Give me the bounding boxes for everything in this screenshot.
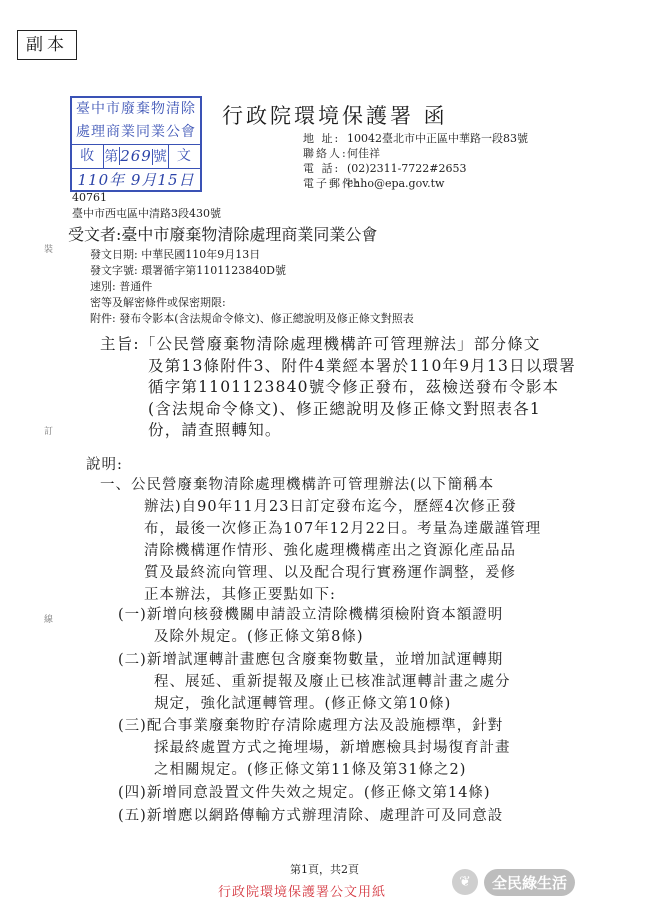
binding-mark-xian: 線: [44, 615, 54, 625]
point-line: 之相關規定。(修正條文第11條及第31條之2): [154, 762, 467, 778]
watermark-text: 全民綠生活: [484, 869, 575, 896]
copy-label: 副本: [17, 30, 77, 60]
stamp-line-1: 臺中市廢棄物清除: [76, 101, 196, 117]
watermark: [452, 866, 575, 898]
item-1-line: 布，最後一次修正為107年12月22日。考量為達嚴謹管理: [144, 521, 542, 537]
item-1-line: 質及最終流向管理、以及配合現行實務運作調整，爰修: [144, 565, 516, 581]
leaf-icon: ❦: [452, 869, 478, 895]
point-line: (五)新增應以網路傳輸方式辦理清除、處理許可及同意設: [118, 808, 504, 824]
point-line: (三)配合事業廢棄物貯存清除處理方法及設施標準，針對: [118, 718, 504, 734]
contact-phone: 電 話: (02)2311-7722#2653: [303, 162, 467, 175]
issue-number: 發文字號: 環署循字第1101123840D號: [90, 264, 287, 277]
attachment: 附件: 發布令影本(含法規命令條文)、修正總說明及修正條文對照表: [90, 312, 414, 325]
recipient: 受文者:臺中市廢棄物清除處理商業同業公會: [68, 225, 378, 244]
stamp-recv: 收: [80, 148, 96, 164]
receipt-stamp: [70, 96, 202, 192]
recipient-address: 臺中市西屯區中清路3段430號: [72, 207, 221, 220]
point-line: 程、展延、重新提報及廢止已核准試運轉計畫之處分: [154, 674, 511, 690]
stamp-wen: 文: [168, 145, 200, 168]
explanation-label: 說明:: [86, 457, 123, 473]
point-line: 規定，強化試運轉管理。(修正條文第10條): [154, 696, 452, 712]
agency-title: 行政院環境保護署 函: [222, 104, 448, 128]
binding-mark-zhuang: 裝: [44, 245, 54, 255]
subject-line: 份，請查照轉知。: [148, 421, 282, 439]
issue-date: 發文日期: 中華民國110年9月13日: [90, 248, 261, 261]
item-1-line: 一、公民營廢棄物清除處理機構許可管理辦法(以下簡稱本: [100, 477, 495, 493]
stamp-date: 110年 9月15日: [77, 171, 195, 189]
binding-mark-ding: 訂: [44, 427, 54, 437]
point-line: 及除外規定。(修正條文第8條): [154, 629, 364, 645]
secrecy: 密等及解密條件或保密期限:: [90, 296, 226, 309]
page-number: 第1頁，共2頁: [290, 863, 359, 876]
stamp-number: 269: [120, 147, 152, 165]
speed: 速別: 普通件: [90, 280, 153, 293]
contact-email: 電子郵件:chho@epa.gov.tw: [303, 177, 445, 190]
subject-line: 主旨:「公民營廢棄物清除處理機構許可管理辦法」部分條文: [100, 335, 541, 353]
subject-line: 循字第1101123840號令修正發布，茲檢送發布令影本: [148, 378, 560, 396]
contact-address: 地 址: 10042臺北市中正區中華路一段83號: [303, 132, 528, 145]
agency-paper-name: 行政院環境保護署公文用紙: [218, 885, 387, 900]
point-line: (四)新增同意設置文件失效之規定。(修正條文第14條): [118, 785, 491, 801]
postal-code: 40761: [72, 191, 107, 204]
stamp-line-2: 處理商業同業公會: [76, 124, 196, 140]
item-1-line: 辦法)自90年11月23日訂定發布迄今，歷經4次修正發: [144, 499, 517, 515]
point-line: (二)新增試運轉計畫應包含廢棄物數量，並增加試運轉期: [118, 652, 504, 668]
item-1-line: 正本辦法，其修正要點如下:: [144, 587, 336, 603]
subject-line: (含法規命令條文)、修正總說明及修正條文對照表各1: [148, 399, 541, 418]
point-line: (一)新增向核發機關申請設立清除機構須檢附資本額證明: [118, 607, 504, 623]
stamp-receipt-row: [72, 144, 200, 169]
contact-person: 聯絡人:何佳祥: [303, 147, 380, 160]
subject-line: 及第13條附件3、附件4業經本署於110年9月13日以環署: [148, 356, 576, 375]
item-1-line: 清除機構運作情形、強化處理機構產出之資源化產品品: [144, 543, 516, 559]
stamp-number-cell: 第269號: [103, 145, 168, 168]
point-line: 採最終處置方式之掩埋場，新增應檢具封場復育計畫: [154, 740, 511, 756]
